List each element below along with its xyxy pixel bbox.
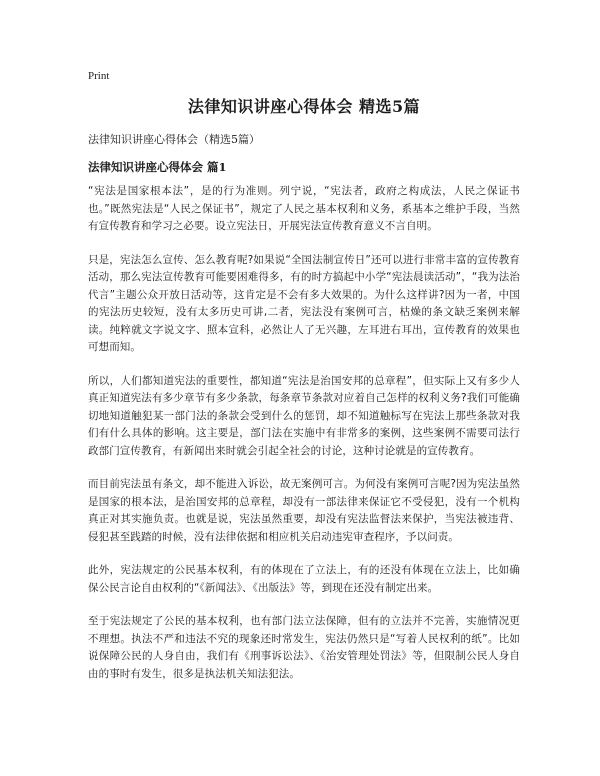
paragraph-2: 只是，宪法怎么宣传、怎么教育呢?如果说“全国法制宣传日”还可以进行非常丰富的宣传教育活动，那么宪法宣传教育可能要困难得多，有的时方搞起中小学“宪法晨读活动”，“我为法治代言”主题公众开放日活动等，这肯定是不会有多大效果的。为什么这样讲?因为一者，中国的宪法历史较短，没有太多历史可讲,二者，宪法没有案例可言，枯燥的条文缺乏案例来解读。纯粹就文字说文字、照本宣科，必然让人了无兴趣，左耳进右耳出，宣传教育的效果也可想而知。 [88,253,520,353]
document-subtitle: 法律知识讲座心得体会（精选5篇） [88,133,260,146]
paragraph-3: 所以，人们都知道宪法的重要性，都知道“宪法是治国安邦的总章程”，但实际上又有多少人真正知道宪法有多少章节有多少条款，每条章节条款对应着自己怎样的权利义务?我们可能确切地知道触犯某一部门法的条款会受到什么的惩罚，却不知道触标写在宪法上那些条款对我们有什么具体的影响。这主要是，部门法在实施中有非常多的案例，这些案例不需要司法行政部门宣传教育，有新闻出来时就会引起全社会的讨论，这种讨论就是的宣传教育。 [88,374,520,457]
paragraph-6: 至于宪法规定了公民的基本权利，也有部门法立法保障，但有的立法并不完善，实施情况更不理想。执法不严和违法不究的现象还时常发生，宪法仍然只是“写着人民权利的纸”。比如说保障公民的人身自由，我们有《刑事诉讼法》、《治安管理处罚法》等，但限制公民人身自由的事时有发生，很多是执法机关知法犯法。 [88,615,520,680]
paragraph-4: 而目前宪法虽有条文，却不能进入诉讼，故无案例可言。为何没有案例可言呢?因为宪法虽然是国家的根本法，是治国安邦的总章程，却没有一部法律来保证它不受侵犯，没有一个机构真正对其实施负责。也就是说，宪法虽然重要，却没有宪法监督法来保护，当宪法被违背、侵犯甚至践踏的时候，没有法律依据和相应机关启动违宪审查程序，予以问责。 [88,478,520,543]
print-link[interactable]: Print [88,70,110,82]
document-body [88,183,520,699]
paragraph-1: “宪法是国家根本法”，是的行为准则。列宁说，“宪法者，政府之构成法，人民之保证书也。”既然宪法是“人民之保证书”，规定了人民之基本权利和义务，系基本之维护手段，当然有宣传教育和学习之必要。设立宪法日，开展宪法宣传教育意义不言自明。 [88,185,520,232]
paragraph-5: 此外，宪法规定的公民基本权利，有的体现在了立法上，有的还没有体现在立法上，比如确保公民言论自由权利的“《新闻法》、《出版法》等，到现在还没有制定出来。 [88,564,520,594]
section-heading: 法律知识讲座心得体会 篇1 [88,160,227,174]
document-title: 法律知识讲座心得体会 精选5篇 [187,97,421,116]
